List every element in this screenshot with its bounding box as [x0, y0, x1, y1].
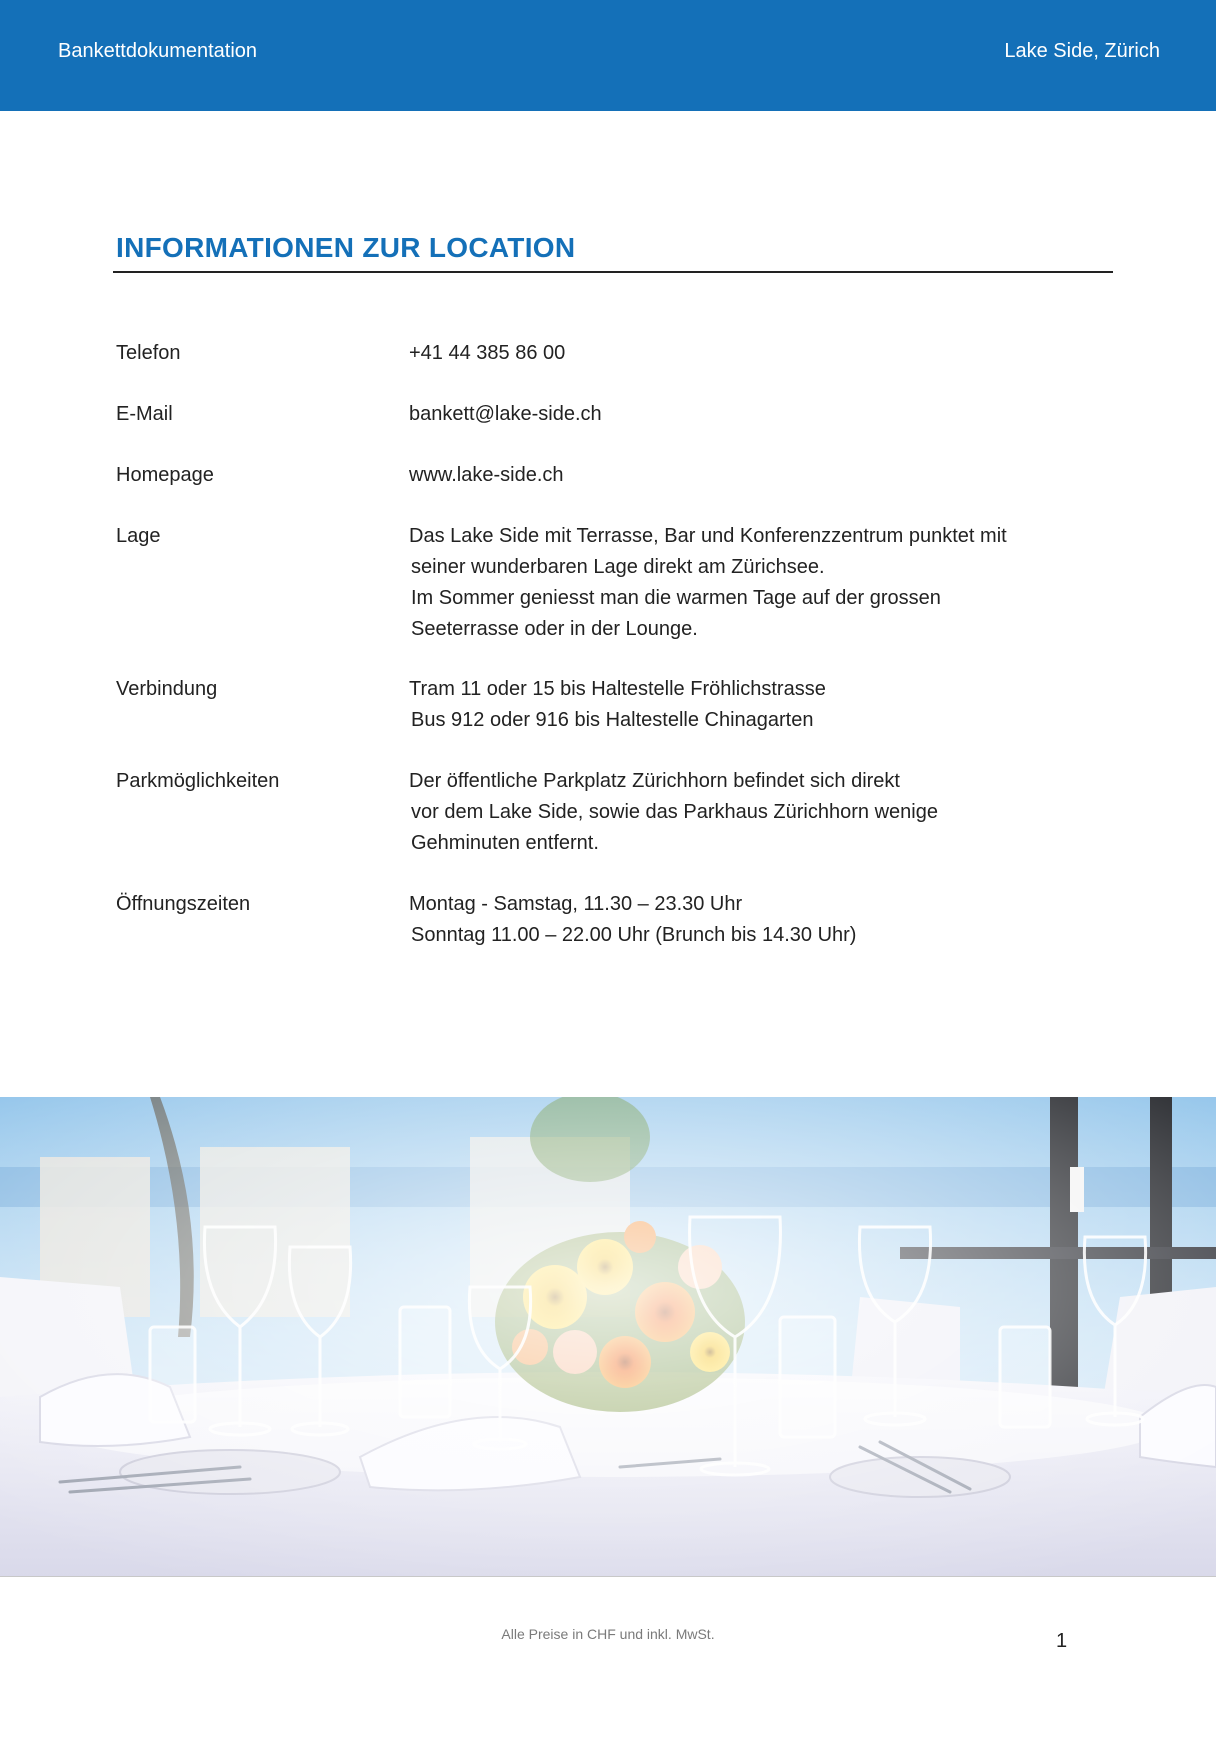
footer-price-note: Alle Preise in CHF und inkl. MwSt. — [501, 1626, 715, 1642]
info-label: Telefon — [116, 342, 181, 364]
value-line: Sonntag 11.00 – 22.00 Uhr (Brunch bis 14.30 Uhr) — [411, 924, 857, 946]
info-value — [409, 338, 1109, 369]
value-line: Montag - Samstag, 11.30 – 23.30 Uhr — [409, 893, 743, 915]
email-address: bankett@lake-side.ch — [409, 403, 602, 425]
photo-bottom-divider — [0, 1576, 1216, 1577]
title-underline — [113, 271, 1113, 273]
info-label: Homepage — [116, 464, 214, 486]
value-line: vor dem Lake Side, sowie das Parkhaus Zürichhorn wenige — [411, 801, 938, 823]
info-value — [409, 889, 1109, 951]
banquet-table-photo — [0, 1097, 1216, 1577]
phone-number: +41 44 385 86 00 — [409, 342, 566, 364]
value-line: Im Sommer geniesst man die warmen Tage auf der grossen — [411, 587, 941, 609]
info-label: Lage — [116, 525, 161, 547]
info-value — [409, 521, 1109, 645]
info-label: Verbindung — [116, 678, 218, 700]
header-document-title: Bankettdokumentation — [58, 40, 258, 62]
homepage-url: www.lake-side.ch — [409, 464, 564, 486]
banquet-illustration — [0, 1097, 1216, 1577]
info-value — [409, 399, 1109, 430]
info-value — [409, 674, 1109, 736]
page-number: 1 — [1056, 1630, 1068, 1652]
info-value — [409, 766, 1109, 859]
header-location: Lake Side, Zürich — [1004, 40, 1160, 62]
info-label: E-Mail — [116, 403, 173, 425]
value-line: Der öffentliche Parkplatz Zürichhorn befindet sich direkt — [409, 770, 900, 792]
value-line: Seeterrasse oder in der Lounge. — [411, 618, 698, 640]
info-label: Parkmöglichkeiten — [116, 770, 280, 792]
value-line: Tram 11 oder 15 bis Haltestelle Fröhlichstrasse — [409, 678, 826, 700]
info-value — [409, 460, 1109, 491]
value-line: Gehminuten entfernt. — [411, 832, 599, 854]
value-line: Das Lake Side mit Terrasse, Bar und Konferenzzentrum punktet mit — [409, 525, 1007, 547]
info-label: Öffnungszeiten — [116, 893, 251, 915]
page-header — [0, 0, 1216, 111]
value-line: seiner wunderbaren Lage direkt am Zürichsee. — [411, 556, 825, 578]
value-line: Bus 912 oder 916 bis Haltestelle Chinagarten — [411, 709, 814, 731]
section-title: INFORMATIONEN ZUR LOCATION — [116, 232, 576, 263]
